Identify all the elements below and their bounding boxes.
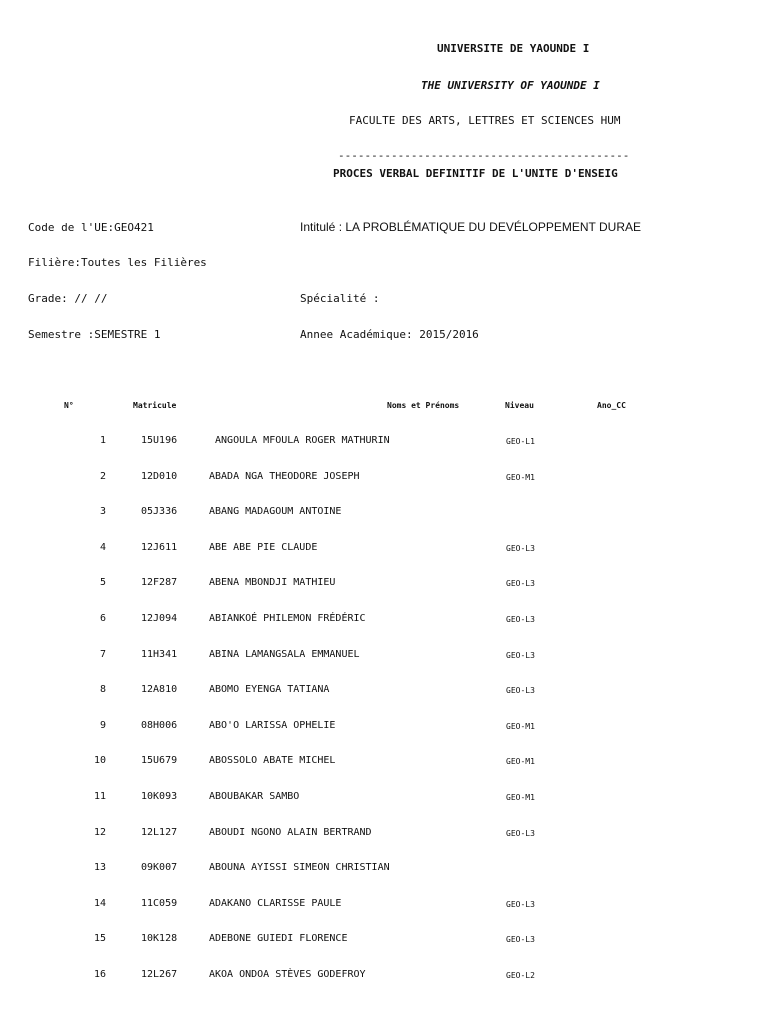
filiere: Filière:Toutes les Filières — [28, 256, 207, 269]
row-niveau: GEO-L3 — [506, 829, 535, 838]
annee-academique: Annee Académique: 2015/2016 — [300, 328, 479, 341]
row-matricule: 12D010 — [141, 471, 178, 482]
row-name: ABE ABE PIE CLAUDE — [209, 542, 318, 553]
row-name: ADEBONE GUIEDI FLORENCE — [209, 933, 348, 944]
row-name: ABINA LAMANGSALA EMMANUEL — [209, 649, 360, 660]
semestre: Semestre :SEMESTRE 1 — [28, 328, 161, 341]
row-name: ABANG MADAGOUM ANTOINE — [209, 506, 342, 517]
row-name: ANGOULA MFOULA ROGER MATHURIN — [209, 435, 390, 446]
row-matricule: 15U679 — [141, 755, 178, 766]
row-matricule: 12A810 — [141, 684, 178, 695]
column-header-num: N° — [64, 401, 74, 410]
row-matricule: 09K007 — [141, 862, 178, 873]
row-matricule: 12L127 — [141, 827, 178, 838]
header-separator: -------------------------------------------- — [338, 149, 630, 162]
row-number: 6 — [99, 613, 106, 624]
intitule: Intitulé : LA PROBLÉMATIQUE DU DEVÉLOPPEMENT DURAE — [300, 220, 641, 234]
row-number: 12 — [93, 827, 106, 838]
row-niveau: GEO-M1 — [506, 757, 535, 766]
row-matricule: 12J611 — [141, 542, 178, 553]
row-niveau: GEO-L3 — [506, 579, 535, 588]
row-matricule: 11C059 — [141, 898, 178, 909]
row-niveau: GEO-L3 — [506, 686, 535, 695]
row-niveau: GEO-L2 — [506, 971, 535, 980]
row-matricule: 12L267 — [141, 969, 178, 980]
university-name-en: THE UNIVERSITY OF YAOUNDE I — [421, 79, 600, 92]
grade: Grade: // // — [28, 292, 108, 305]
row-name: ABADA NGA THEODORE JOSEPH — [209, 471, 360, 482]
column-header-noms: Noms et Prénoms — [387, 401, 460, 410]
row-number: 5 — [99, 577, 106, 588]
row-name: ABIANKOÉ PHILEMON FRÉDÉRIC — [209, 613, 366, 624]
column-header-matricule: Matricule — [133, 401, 177, 410]
row-niveau: GEO-M1 — [506, 722, 535, 731]
row-niveau: GEO-L3 — [506, 615, 535, 624]
column-header-ano-cc: Ano_CC — [597, 401, 626, 410]
row-number: 9 — [99, 720, 106, 731]
row-number: 15 — [93, 933, 106, 944]
row-matricule: 10K128 — [141, 933, 178, 944]
row-niveau: GEO-L3 — [506, 935, 535, 944]
row-matricule: 11H341 — [141, 649, 178, 660]
row-number: 13 — [93, 862, 106, 873]
row-number: 10 — [93, 755, 106, 766]
row-number: 16 — [93, 969, 106, 980]
row-niveau: GEO-L1 — [506, 437, 535, 446]
row-niveau: GEO-L3 — [506, 900, 535, 909]
column-header-niveau: Niveau — [505, 401, 534, 410]
row-number: 8 — [99, 684, 106, 695]
row-number: 3 — [99, 506, 106, 517]
row-matricule: 12J094 — [141, 613, 178, 624]
row-matricule: 15U196 — [141, 435, 178, 446]
faculty-name: FACULTE DES ARTS, LETTRES ET SCIENCES HUM — [349, 114, 621, 127]
row-name: ABOSSOLO ABATE MICHEL — [209, 755, 336, 766]
row-niveau: GEO-L3 — [506, 544, 535, 553]
row-niveau: GEO-L3 — [506, 651, 535, 660]
row-matricule: 10K093 — [141, 791, 178, 802]
specialite: Spécialité : — [300, 292, 380, 305]
row-number: 7 — [99, 649, 106, 660]
row-name: ABOMO EYENGA TATIANA — [209, 684, 330, 695]
code-ue: Code de l'UE:GEO421 — [28, 221, 154, 234]
university-name-fr: UNIVERSITE DE YAOUNDE I — [437, 42, 590, 55]
row-name: ADAKANO CLARISSE PAULE — [209, 898, 342, 909]
row-number: 1 — [99, 435, 106, 446]
row-matricule: 12F287 — [141, 577, 178, 588]
row-number: 14 — [93, 898, 106, 909]
row-number: 4 — [99, 542, 106, 553]
row-niveau: GEO-M1 — [506, 793, 535, 802]
row-number: 11 — [93, 791, 106, 802]
row-name: AKOA ONDOA STÈVES GODEFROY — [209, 969, 366, 980]
document-title: PROCES VERBAL DEFINITIF DE L'UNITE D'ENSEIG — [333, 167, 618, 180]
row-name: ABOUBAKAR SAMBO — [209, 791, 300, 802]
row-matricule: 08H006 — [141, 720, 178, 731]
row-matricule: 05J336 — [141, 506, 178, 517]
row-number: 2 — [99, 471, 106, 482]
row-name: ABENA MBONDJI MATHIEU — [209, 577, 336, 588]
row-name: ABOUNA AYISSI SIMEON CHRISTIAN — [209, 862, 390, 873]
row-name: ABO'O LARISSA OPHELIE — [209, 720, 336, 731]
row-name: ABOUDI NGONO ALAIN BERTRAND — [209, 827, 372, 838]
row-niveau: GEO-M1 — [506, 473, 535, 482]
